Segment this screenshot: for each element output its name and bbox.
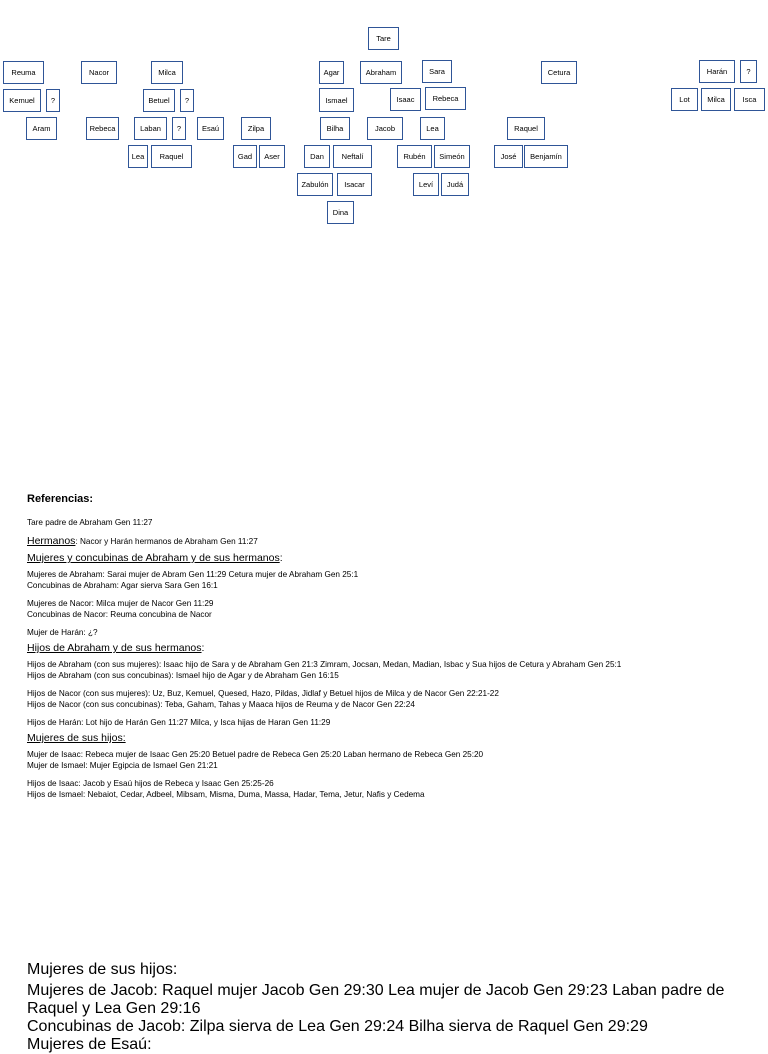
person-box-isaac: Isaac [390,88,421,111]
mujeres-hijos-heading [27,732,757,744]
person-box-milca-daughter: Milca [701,88,731,111]
person-box-zilpa: Zilpa [241,117,271,140]
person-box-rebeca-nacor: Rebeca [86,117,119,140]
person-box-levi: Leví [413,173,439,196]
ref-concubinas-nacor: Concubinas de Nacor: Reuma concubina de Nacor [27,610,212,619]
person-box-unknown-laban: ? [172,117,186,140]
ref-mujeres-jacob: Mujeres de Jacob: Raquel mujer Jacob Gen 29:30 Lea mujer de Jacob Gen 29:23 Laban padre de Raquel y Lea Gen 29:16 [27,982,725,1017]
person-box-haran: Harán [699,60,735,83]
person-box-tare: Tare [368,27,399,50]
person-box-isca: Isca [734,88,765,111]
hijos-heading: Hijos de Abraham y de sus hermanos: [27,642,205,654]
person-box-laban: Laban [134,117,167,140]
ref-hijos-abraham-concubinas: Hijos de Abraham (con sus concubinas): Ismael hijo de Agar y de Abraham Gen 16:15 [27,671,339,680]
person-box-abraham: Abraham [360,61,402,84]
ref-hermanos [27,535,757,547]
person-box-cetura: Cetura [541,61,577,84]
hermanos-label: Hermanos [27,535,76,547]
ref-mujeres-esau: Mujeres de Esaú: [27,1036,152,1053]
mujeres-hijos-heading-2: Mujeres de sus hijos: [27,961,178,978]
references-section [27,493,757,800]
person-box-lot: Lot [671,88,698,111]
person-box-rebeca: Rebeca [425,87,466,110]
person-box-juda: Judá [441,173,469,196]
hermanos-text: : Nacor y Harán hermanos de Abraham Gen 11:27 [75,537,258,546]
ref-tare: Tare padre de Abraham Gen 11:27 [27,518,153,527]
person-box-gad: Gad [233,145,257,168]
mujeres-hijos-heading-text: Mujeres de sus hijos: [27,732,126,744]
ref-hijos-haran: Hijos de Harán: Lot hijo de Harán Gen 11:27 Milca, y Isca hijas de Haran Gen 11:29 [27,718,331,727]
person-box-aram: Aram [26,117,57,140]
person-box-nacor: Nacor [81,61,117,84]
mujeres-concubinas-heading-text: Mujeres y concubinas de Abraham y de sus hermanos [27,552,280,564]
mujeres-hijos-heading-2-text: Mujeres de sus hijos [27,961,173,978]
person-box-unknown-haran: ? [740,60,757,83]
ref-concubinas-jacob: Concubinas de Jacob: Zilpa sierva de Lea Gen 29:24 Bilha sierva de Raquel Gen 29:29 [27,1018,648,1035]
ref-hijos-nacor-concubinas: Hijos de Nacor (con sus concubinas): Teba, Gaham, Tahas y Maaca hijos de Reuma y de Nacor Gen 22:24 [27,700,415,709]
person-box-lea: Lea [420,117,445,140]
person-box-lea-laban: Lea [128,145,148,168]
person-box-simeon: Simeón [434,145,470,168]
references-title: Referencias: [27,493,94,505]
person-box-betuel: Betuel [143,89,175,112]
person-box-unknown-kemuel: ? [46,89,60,112]
ref-mujer-isaac: Mujer de Isaac: Rebeca mujer de Isaac Gen 25:20 Betuel padre de Rebeca Gen 25:20 Laban hermano de Rebeca Gen 25:20 [27,750,484,759]
ref-concubinas-abraham: Concubinas de Abraham: Agar sierva Sara Gen 16:1 [27,581,218,590]
ref-hijos-isaac: Hijos de Isaac: Jacob y Esaú hijos de Rebeca y Isaac Gen 25:25-26 [27,779,274,788]
person-box-aser: Aser [259,145,285,168]
hijos-heading-text: Hijos de Abraham y de sus hermanos [27,642,202,654]
person-box-unknown-betuel: ? [180,89,194,112]
ref-mujer-haran: Mujer de Harán: ¿? [27,628,98,637]
ref-mujeres-nacor: Mujeres de Nacor: Milca mujer de Nacor Gen 11:29 [27,599,214,608]
person-box-reuma: Reuma [3,61,44,84]
references-section-2 [27,961,757,1054]
person-box-raquel-laban: Raquel [151,145,192,168]
person-box-zabulon: Zabulón [297,173,333,196]
person-box-agar: Agar [319,61,344,84]
person-box-jacob: Jacob [367,117,403,140]
person-box-dina: Dina [327,201,354,224]
person-box-neftali: Neftalí [333,145,372,168]
person-box-ismael: Ismael [319,88,354,112]
person-box-raquel: Raquel [507,117,545,140]
ref-mujeres-abraham: Mujeres de Abraham: Sarai mujer de Abram Gen 11:29 Cetura mujer de Abraham Gen 25:1 [27,570,359,579]
person-box-esau: Esaú [197,117,224,140]
mujeres-concubinas-heading: Mujeres y concubinas de Abraham y de sus hermanos: [27,552,283,564]
ref-mujer-ismael: Mujer de Ismael: Mujer Egipcia de Ismael Gen 21:21 [27,761,218,770]
person-box-isacar: Isacar [337,173,372,196]
ref-hijos-nacor-mujeres: Hijos de Nacor (con sus mujeres): Uz, Buz, Kemuel, Quesed, Hazo, Pildas, Jidlaf y Betuel hijos de Milca y de Nacor Gen 22:21-22 [27,689,499,698]
person-box-benjamin: Benjamín [524,145,568,168]
person-box-dan: Dan [304,145,330,168]
person-box-jose: José [494,145,523,168]
person-box-kemuel: Kemuel [3,89,41,112]
ref-hijos-ismael: Hijos de Ismael: Nebaiot, Cedar, Adbeel, Mibsam, Misma, Duma, Massa, Hadar, Tema, Jetur, Nafis y Cedema [27,790,425,799]
person-box-ruben: Rubén [397,145,432,168]
person-box-milca: Milca [151,61,183,84]
person-box-sara: Sara [422,60,452,83]
person-box-bilha: Bilha [320,117,350,140]
ref-hijos-abraham-mujeres: Hijos de Abraham (con sus mujeres): Isaac hijo de Sara y de Abraham Gen 21:3 Zimram, Jocsan, Medan, Madian, Isbac y Sua hijos de Cetura y Abraham Gen 25:1 [27,660,622,669]
